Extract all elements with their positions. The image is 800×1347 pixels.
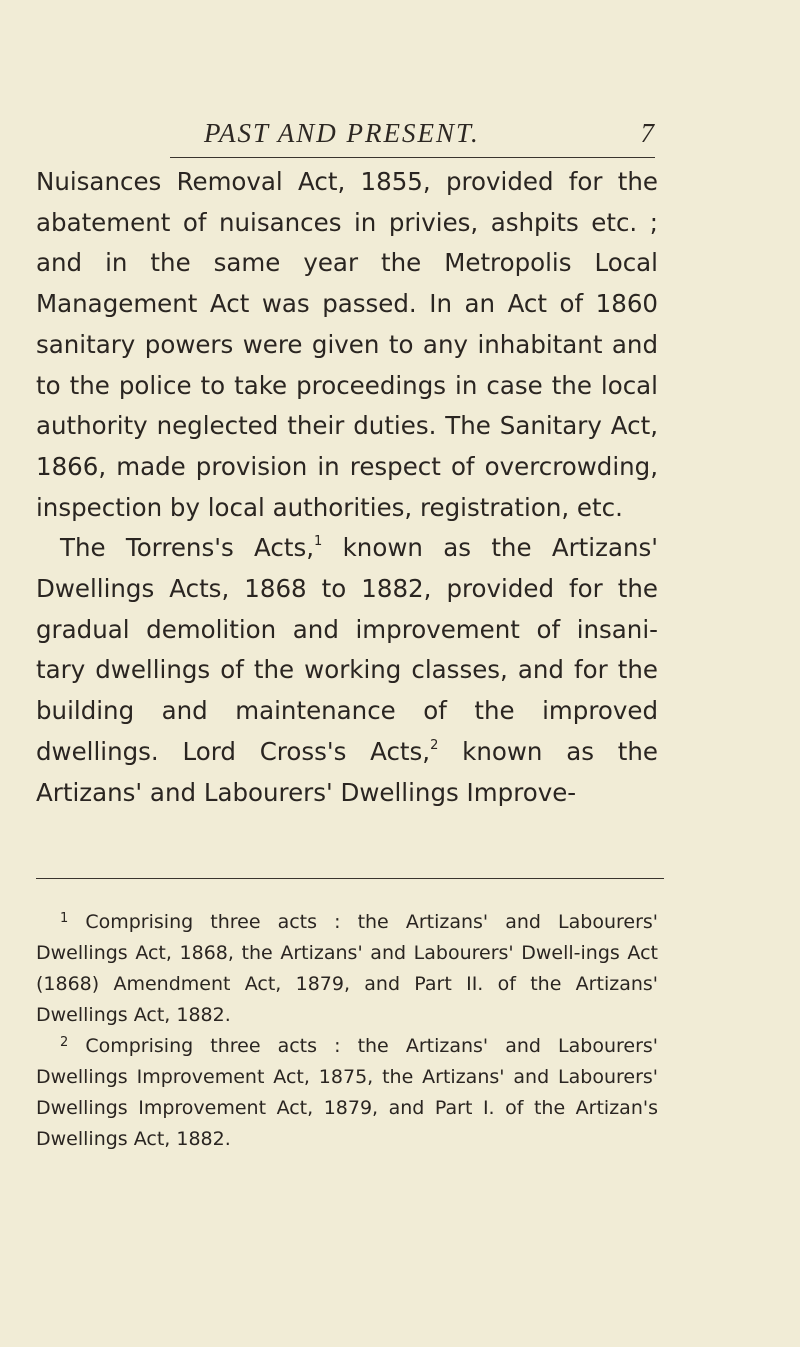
paragraph-2 bbox=[36, 528, 658, 813]
footnote-2 bbox=[36, 1031, 658, 1155]
footnote-1-marker: 1 bbox=[60, 911, 69, 926]
paragraph-2-part-a: The Torrens's Acts, bbox=[60, 533, 315, 563]
page-number: 7 bbox=[640, 118, 654, 148]
footnote-ref-2: 2 bbox=[430, 737, 439, 753]
footnote-2-text: Comprising three acts : the Artizans' and Labourers' Dwellings Improvement Act, 1875, the Artizans' and Labourers' Dwellings Improvement Act, 1879, and Part I. of the Artizan's Dwellings Act, 1882. bbox=[36, 1035, 658, 1150]
footnote-ref-1: 1 bbox=[314, 534, 323, 550]
footnotes bbox=[36, 907, 658, 1155]
footnote-rule bbox=[36, 878, 664, 879]
footnote-2-marker: 2 bbox=[60, 1035, 69, 1050]
page-header bbox=[36, 118, 656, 158]
paragraph-2-part-c: known as the Artizans' and Labourers' Dwellings Improve- bbox=[36, 736, 658, 807]
header-rule bbox=[170, 157, 655, 158]
running-head: PAST AND PRESENT. bbox=[204, 118, 480, 148]
paragraph-1: Nuisances Removal Act, 1855, provided for the abatement of nuisances in privies, ashpits etc. ; and in the same year the Metropolis Local Management Act was passed. In an Act of 1860 sanitary powers were given to any inhabitant and to the police to take proceedings in case the local authority neglected their duties. The Sanitary Act, 1866, made provision in respect of overcrowding, inspection by local authorities, registration, etc. bbox=[36, 167, 658, 522]
paragraph-2-part-b: known as the Artizans' Dwellings Acts, 1868 to 1882, provided for the gradual demolition and improvement of insani-tary dwellings of the working classes, and for the building and maintenance of the improved dwellings. Lord Cross's Acts, bbox=[36, 533, 658, 766]
footnote-1-text: Comprising three acts : the Artizans' and Labourers' Dwellings Act, 1868, the Artizans' and Labourers' Dwell-ings Act (1868) Amendment Act, 1879, and Part II. of the Artizans' Dwellings Act, 1882. bbox=[36, 911, 658, 1026]
footnote-1 bbox=[36, 907, 658, 1031]
main-text bbox=[36, 162, 658, 813]
